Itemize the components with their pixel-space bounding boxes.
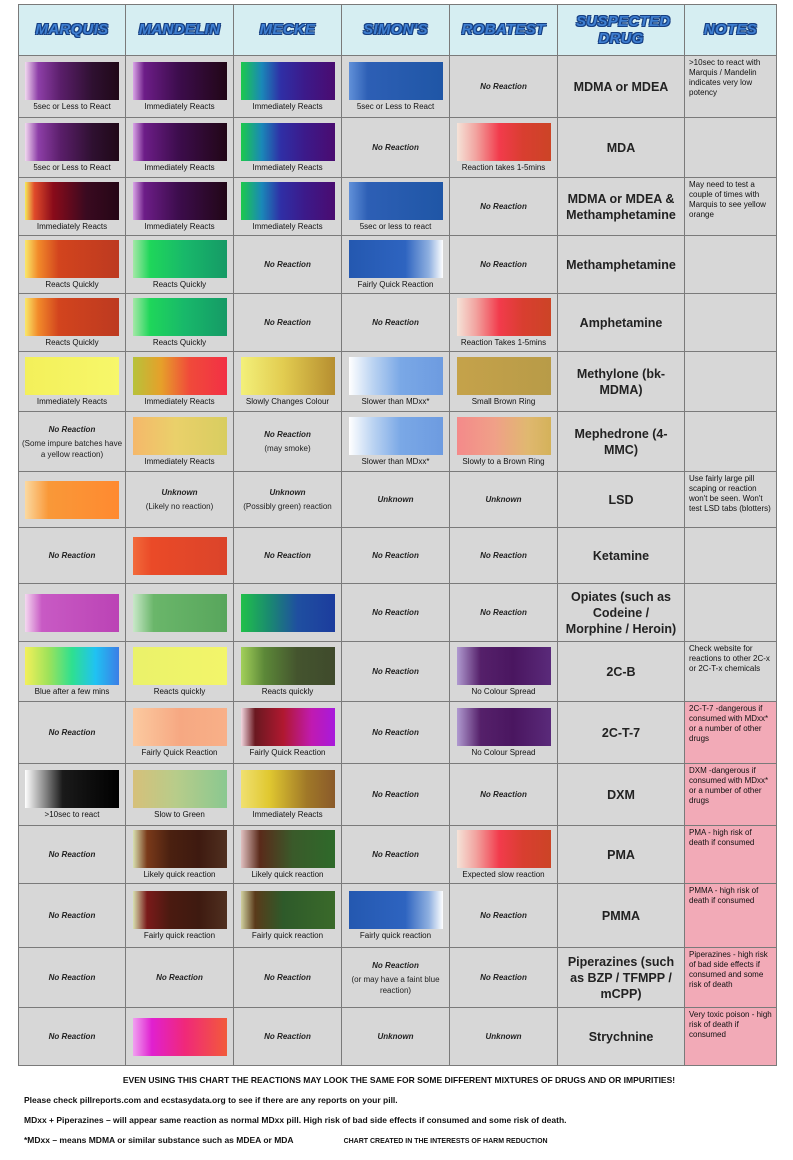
reagent-cell xyxy=(342,826,450,884)
color-swatch xyxy=(457,647,551,685)
reaction-label: Immediately Reacts xyxy=(252,101,323,111)
table-row xyxy=(19,412,777,472)
reaction-subnote: (Possibly green) reaction xyxy=(243,502,332,511)
reagent-cell xyxy=(342,948,450,1008)
color-swatch xyxy=(133,240,227,278)
reagent-cell xyxy=(19,294,126,352)
reagent-cell xyxy=(126,826,234,884)
suspected-drug: LSD xyxy=(558,472,685,528)
reaction-label: No Colour Spread xyxy=(471,747,536,757)
color-swatch xyxy=(241,708,335,746)
reagent-cell xyxy=(126,236,234,294)
reaction-text: No Reaction xyxy=(264,973,311,982)
table-row xyxy=(19,352,777,412)
reaction-text: No Reaction xyxy=(480,260,527,269)
reaction-label: Reacts quickly xyxy=(261,686,314,696)
reagent-cell xyxy=(126,294,234,352)
color-swatch xyxy=(457,357,551,395)
color-swatch xyxy=(241,357,335,395)
reaction-label: Fairly quick reaction xyxy=(251,930,324,940)
reaction-label: Likely quick reaction xyxy=(143,869,216,879)
reaction-text: No Reaction xyxy=(48,1032,96,1041)
reaction-subnote: (Some impure batches have a yellow reaction) xyxy=(21,438,123,459)
suspected-drug: Methamphetamine xyxy=(558,236,685,294)
header-row xyxy=(19,5,777,56)
suspected-drug: 2C-T-7 xyxy=(558,702,685,764)
reaction-text: Unknown xyxy=(377,495,414,504)
reaction-label: Immediately Reacts xyxy=(144,221,215,231)
reagent-cell xyxy=(126,702,234,764)
reagent-cell xyxy=(342,702,450,764)
table-row xyxy=(19,884,777,948)
reaction-label: Immediately Reacts xyxy=(252,162,323,172)
reagent-cell xyxy=(19,472,126,528)
reagent-cell xyxy=(19,236,126,294)
reaction-text: No Reaction xyxy=(48,850,96,859)
reaction-text: No Reaction xyxy=(372,551,419,560)
reagent-cell xyxy=(450,472,558,528)
reagent-cell xyxy=(234,472,342,528)
reagent-cell xyxy=(126,1008,234,1066)
reagent-cell xyxy=(450,764,558,826)
reagent-cell xyxy=(234,584,342,642)
table-row xyxy=(19,702,777,764)
reaction-label: Small Brown Ring xyxy=(471,396,536,406)
notes-cell xyxy=(685,352,777,412)
reaction-label: Reacts quickly xyxy=(153,686,206,696)
table-row xyxy=(19,236,777,294)
color-swatch xyxy=(133,830,227,868)
table-row xyxy=(19,1008,777,1066)
color-swatch xyxy=(241,594,335,632)
reaction-text: No Reaction xyxy=(264,1032,311,1041)
reaction-label: Reacts Quickly xyxy=(152,337,207,347)
notes-cell: Use fairly large pill scaping or reaction won't be seen. Won't test LSD tabs (blotters) xyxy=(685,472,777,528)
color-swatch xyxy=(349,417,443,455)
reagent-cell xyxy=(126,528,234,584)
footer xyxy=(24,1075,774,1155)
notes-cell: Very toxic poison - high risk of death if consumed xyxy=(685,1008,777,1066)
reagent-cell xyxy=(342,294,450,352)
reaction-text: No Reaction xyxy=(480,790,527,799)
suspected-drug: DXM xyxy=(558,764,685,826)
reaction-label: Immediately Reacts xyxy=(252,809,323,819)
drug-test-chart xyxy=(18,4,776,1066)
notes-cell: PMA - high risk of death if consumed xyxy=(685,826,777,884)
suspected-drug: Opiates (such as Codeine / Morphine / Heroin) xyxy=(558,584,685,642)
reaction-text: No Reaction xyxy=(372,790,419,799)
footer-credit: CHART CREATED IN THE INTERESTS OF HARM REDUCTION xyxy=(343,1138,548,1145)
reagent-cell xyxy=(342,472,450,528)
reaction-text: No Reaction xyxy=(48,424,96,434)
color-swatch xyxy=(25,123,119,161)
reaction-text: No Reaction xyxy=(264,551,311,560)
reagent-cell xyxy=(19,56,126,118)
reagent-cell xyxy=(19,412,126,472)
reaction-text: Unknown xyxy=(161,488,198,497)
reagent-cell xyxy=(126,764,234,826)
reagent-cell xyxy=(19,884,126,948)
header-suspected-drug: SUSPECTED DRUG xyxy=(558,5,685,56)
reagent-cell xyxy=(342,1008,450,1066)
reaction-label: Reaction takes 1-5mins xyxy=(461,162,546,172)
notes-cell: 2C-T-7 -dangerous if consumed with MDxx* or a number of other drugs xyxy=(685,702,777,764)
footer-piperazines: MDxx + Piperazines – will appear same reaction as normal MDxx pill. High risk of bad side effects if consumed and some risk of death. xyxy=(24,1115,567,1125)
reagent-cell xyxy=(234,56,342,118)
reaction-text: No Reaction xyxy=(264,430,311,439)
reagent-cell xyxy=(450,178,558,236)
reaction-text: No Reaction xyxy=(372,608,419,617)
reagent-cell xyxy=(234,826,342,884)
reaction-label: 5sec or less to react xyxy=(359,221,432,231)
reaction-label: Slower than MDxx* xyxy=(361,456,430,466)
color-swatch xyxy=(241,647,335,685)
color-swatch xyxy=(457,830,551,868)
suspected-drug: MDMA or MDEA & Methamphetamine xyxy=(558,178,685,236)
reagent-cell xyxy=(450,294,558,352)
color-swatch xyxy=(133,123,227,161)
reaction-label: 5sec or Less to React xyxy=(33,162,111,172)
reagent-cell xyxy=(342,118,450,178)
footer-warning: EVEN USING THIS CHART THE REACTIONS MAY LOOK THE SAME FOR SOME DIFFERENT MIXTURES OF DRUGS AND OR IMPURITIES! xyxy=(122,1075,676,1085)
reagent-cell xyxy=(19,1008,126,1066)
color-swatch xyxy=(241,62,335,100)
reagent-cell xyxy=(19,826,126,884)
reagent-cell xyxy=(234,642,342,702)
notes-cell xyxy=(685,118,777,178)
reagent-cell xyxy=(342,642,450,702)
reagent-cell xyxy=(126,584,234,642)
reagent-cell xyxy=(450,412,558,472)
header-mecke: MECKE xyxy=(234,5,342,56)
reaction-label: 5sec or Less to React xyxy=(33,101,111,111)
reagent-cell xyxy=(126,948,234,1008)
reagent-cell xyxy=(19,584,126,642)
suspected-drug: Mephedrone (4-MMC) xyxy=(558,412,685,472)
reagent-cell xyxy=(450,236,558,294)
color-swatch xyxy=(133,417,227,455)
reaction-label: Slower than MDxx* xyxy=(361,396,430,406)
reagent-cell xyxy=(234,528,342,584)
reaction-text: No Reaction xyxy=(480,911,527,920)
suspected-drug: PMMA xyxy=(558,884,685,948)
reagent-cell xyxy=(19,118,126,178)
reaction-label: Reacts Quickly xyxy=(45,337,99,347)
reaction-label: Fairly Quick Reaction xyxy=(357,279,434,289)
reagent-cell xyxy=(234,412,342,472)
color-swatch xyxy=(241,770,335,808)
reagent-cell xyxy=(342,584,450,642)
suspected-drug: MDA xyxy=(558,118,685,178)
table-row xyxy=(19,56,777,118)
reagent-cell xyxy=(450,884,558,948)
reagent-cell xyxy=(450,702,558,764)
color-swatch xyxy=(133,298,227,336)
suspected-drug: Ketamine xyxy=(558,528,685,584)
reagent-cell xyxy=(126,412,234,472)
reaction-label: Immediately Reacts xyxy=(144,456,215,466)
suspected-drug: Strychnine xyxy=(558,1008,685,1066)
reagent-cell xyxy=(342,884,450,948)
reaction-label: Fairly quick reaction xyxy=(143,930,216,940)
table-row xyxy=(19,118,777,178)
color-swatch xyxy=(133,594,227,632)
notes-cell: Piperazines - high risk of bad side effects if consumed and some risk of death xyxy=(685,948,777,1008)
reagent-cell xyxy=(450,352,558,412)
reaction-text: No Reaction xyxy=(372,728,419,737)
table-row xyxy=(19,528,777,584)
table-row xyxy=(19,826,777,884)
color-swatch xyxy=(25,481,119,519)
reagent-cell xyxy=(450,528,558,584)
color-swatch xyxy=(25,182,119,220)
color-swatch xyxy=(133,537,227,575)
reagent-cell xyxy=(234,178,342,236)
color-swatch xyxy=(133,62,227,100)
reaction-text: No Reaction xyxy=(48,551,96,560)
color-swatch xyxy=(349,240,443,278)
suspected-drug: Methylone (bk-MDMA) xyxy=(558,352,685,412)
reagent-cell xyxy=(234,118,342,178)
reaction-text: No Reaction xyxy=(372,960,419,970)
reagent-cell xyxy=(126,884,234,948)
reaction-text: Unknown xyxy=(485,1032,522,1041)
reaction-table xyxy=(18,4,777,1066)
reaction-text: No Reaction xyxy=(48,973,96,982)
reaction-label: Immediately Reacts xyxy=(252,221,323,231)
table-row xyxy=(19,642,777,702)
reagent-cell xyxy=(450,642,558,702)
notes-cell xyxy=(685,584,777,642)
color-swatch xyxy=(25,298,119,336)
reaction-label: Immediately Reacts xyxy=(36,221,108,231)
color-swatch xyxy=(349,357,443,395)
reaction-label: Fairly Quick Reaction xyxy=(249,747,326,757)
reaction-label: Slowly to a Brown Ring xyxy=(462,456,545,466)
reaction-label: Slowly Changes Colour xyxy=(245,396,330,406)
color-swatch xyxy=(457,123,551,161)
reaction-text: No Reaction xyxy=(372,318,419,327)
reagent-cell xyxy=(234,236,342,294)
color-swatch xyxy=(25,770,119,808)
color-swatch xyxy=(133,770,227,808)
reaction-label: 5sec or Less to React xyxy=(356,101,435,111)
reagent-cell xyxy=(234,702,342,764)
notes-cell: PMMA - high risk of death if consumed xyxy=(685,884,777,948)
notes-cell: DXM -dangerous if consumed with MDxx* or a number of other drugs xyxy=(685,764,777,826)
notes-cell xyxy=(685,236,777,294)
notes-cell xyxy=(685,528,777,584)
reagent-cell xyxy=(126,178,234,236)
reaction-label: Immediately Reacts xyxy=(144,101,215,111)
notes-cell: May need to test a couple of times with Marquis to see yellow orange xyxy=(685,178,777,236)
reaction-text: No Reaction xyxy=(48,911,96,920)
header-mandelin: MANDELIN xyxy=(126,5,234,56)
reaction-text: No Reaction xyxy=(156,973,203,982)
reagent-cell xyxy=(342,56,450,118)
reagent-cell xyxy=(450,56,558,118)
color-swatch xyxy=(457,417,551,455)
reaction-label: Reaction Takes 1-5mins xyxy=(460,337,547,347)
reagent-cell xyxy=(126,118,234,178)
color-swatch xyxy=(133,1018,227,1056)
suspected-drug: 2C-B xyxy=(558,642,685,702)
reagent-cell xyxy=(234,764,342,826)
reaction-label: Reacts Quickly xyxy=(152,279,207,289)
reagent-cell xyxy=(19,702,126,764)
reagent-cell xyxy=(450,584,558,642)
reagent-cell xyxy=(234,948,342,1008)
color-swatch xyxy=(133,647,227,685)
reagent-cell xyxy=(19,352,126,412)
color-swatch xyxy=(133,891,227,929)
reaction-text: No Reaction xyxy=(480,82,527,91)
reaction-text: No Reaction xyxy=(372,850,419,859)
reaction-text: No Reaction xyxy=(264,260,311,269)
notes-cell xyxy=(685,294,777,352)
reagent-cell xyxy=(342,528,450,584)
reaction-label: Immediately Reacts xyxy=(144,162,215,172)
reaction-text: Unknown xyxy=(269,488,306,497)
reaction-text: No Reaction xyxy=(372,667,419,676)
reagent-cell xyxy=(126,642,234,702)
color-swatch xyxy=(25,357,119,395)
reaction-text: No Reaction xyxy=(48,728,96,737)
header-notes: NOTES xyxy=(685,5,777,56)
reaction-text: No Reaction xyxy=(480,202,527,211)
color-swatch xyxy=(133,708,227,746)
reagent-cell xyxy=(450,1008,558,1066)
reaction-label: No Colour Spread xyxy=(471,686,536,696)
reagent-cell xyxy=(342,352,450,412)
reaction-label: Slow to Green xyxy=(154,809,205,819)
reagent-cell xyxy=(342,764,450,826)
color-swatch xyxy=(25,647,119,685)
reaction-label: Immediately Reacts xyxy=(144,396,215,406)
reaction-text: Unknown xyxy=(485,495,522,504)
reagent-cell xyxy=(126,472,234,528)
color-swatch xyxy=(133,182,227,220)
reagent-cell xyxy=(19,178,126,236)
reagent-cell xyxy=(19,948,126,1008)
color-swatch xyxy=(133,357,227,395)
reaction-subnote: (may smoke) xyxy=(264,444,311,453)
reaction-subnote: (or may have a faint blue reaction) xyxy=(351,974,440,995)
reagent-cell xyxy=(234,1008,342,1066)
notes-cell xyxy=(685,412,777,472)
color-swatch xyxy=(457,708,551,746)
reaction-label: Fairly Quick Reaction xyxy=(141,747,218,757)
reaction-text: No Reaction xyxy=(480,608,527,617)
reaction-label: Immediately Reacts xyxy=(36,396,108,406)
reaction-label: Reacts Quickly xyxy=(45,279,99,289)
suspected-drug: Amphetamine xyxy=(558,294,685,352)
reaction-label: Expected slow reaction xyxy=(462,869,545,879)
reagent-cell xyxy=(19,642,126,702)
header-marquis: MARQUIS xyxy=(19,5,126,56)
reagent-cell xyxy=(126,56,234,118)
color-swatch xyxy=(241,123,335,161)
color-swatch xyxy=(25,594,119,632)
color-swatch xyxy=(25,240,119,278)
reaction-label: Likely quick reaction xyxy=(251,869,324,879)
reaction-label: Fairly quick reaction xyxy=(359,930,432,940)
table-row xyxy=(19,178,777,236)
table-row xyxy=(19,584,777,642)
reagent-cell xyxy=(126,352,234,412)
reagent-cell xyxy=(234,294,342,352)
reaction-text: No Reaction xyxy=(372,143,419,152)
reagent-cell xyxy=(342,236,450,294)
reaction-text: No Reaction xyxy=(480,973,527,982)
reaction-subnote: (Likely no reaction) xyxy=(145,502,214,511)
color-swatch xyxy=(349,182,443,220)
header-robatest: ROBATEST xyxy=(450,5,558,56)
table-row xyxy=(19,764,777,826)
reagent-cell xyxy=(234,352,342,412)
color-swatch xyxy=(349,891,443,929)
table-row xyxy=(19,472,777,528)
reagent-cell xyxy=(450,948,558,1008)
reagent-cell xyxy=(234,884,342,948)
reaction-text: No Reaction xyxy=(480,551,527,560)
header-simons: SIMON'S xyxy=(342,5,450,56)
notes-cell: Check website for reactions to other 2C-x or 2C-T-x chemicals xyxy=(685,642,777,702)
color-swatch xyxy=(457,298,551,336)
color-swatch xyxy=(241,891,335,929)
reaction-label: Blue after a few mins xyxy=(34,686,110,696)
color-swatch xyxy=(349,62,443,100)
reagent-cell xyxy=(450,118,558,178)
reagent-cell xyxy=(450,826,558,884)
suspected-drug: MDMA or MDEA xyxy=(558,56,685,118)
color-swatch xyxy=(241,830,335,868)
suspected-drug: Piperazines (such as BZP / TFMPP / mCPP) xyxy=(558,948,685,1008)
reagent-cell xyxy=(342,412,450,472)
reaction-label: >10sec to react xyxy=(44,809,100,819)
notes-cell: >10sec to react with Marquis / Mandelin indicates very low potency xyxy=(685,56,777,118)
color-swatch xyxy=(25,62,119,100)
reagent-cell xyxy=(19,528,126,584)
table-row xyxy=(19,948,777,1008)
table-row xyxy=(19,294,777,352)
suspected-drug: PMA xyxy=(558,826,685,884)
footer-mdxx-def: *MDxx – means MDMA or similar substance such as MDEA or MDA CHART CREATED IN THE INTERESTS OF HARM REDUCTION xyxy=(24,1135,548,1145)
reaction-text: Unknown xyxy=(377,1032,414,1041)
reagent-cell xyxy=(19,764,126,826)
reaction-text: No Reaction xyxy=(264,318,311,327)
color-swatch xyxy=(241,182,335,220)
footer-check-reports: Please check pillreports.com and ecstasydata.org to see if there are any reports on your pill. xyxy=(24,1095,398,1105)
reagent-cell xyxy=(342,178,450,236)
